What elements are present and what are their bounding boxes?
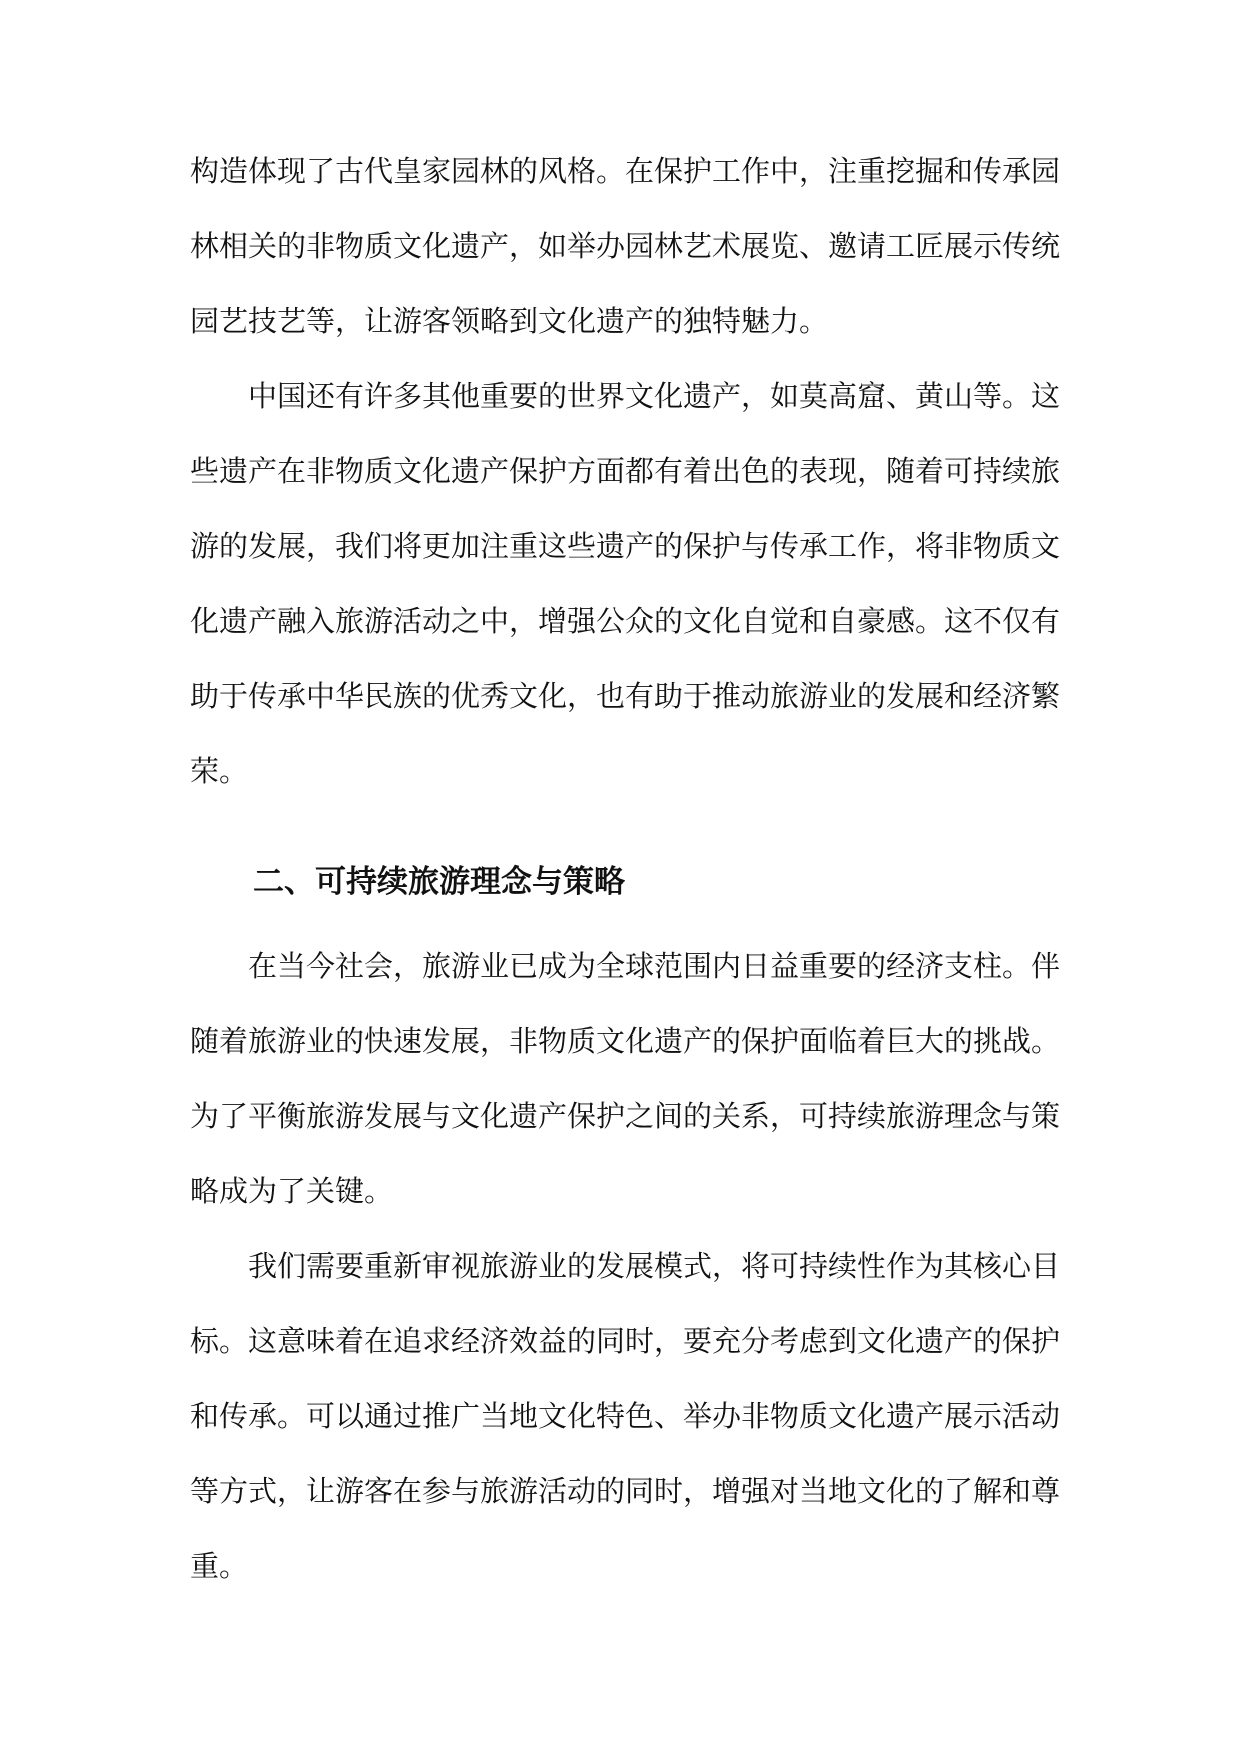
paragraph-line: 和传承。可以通过推广当地文化特色、举办非物质文化遗产展示活动 (190, 1399, 1061, 1433)
paragraph-line: 林相关的非物质文化遗产，如举办园林艺术展览、邀请工匠展示传统 (190, 229, 1061, 263)
paragraph-line: 荣。 (190, 754, 249, 788)
paragraph-line: 随着旅游业的快速发展，非物质文化遗产的保护面临着巨大的挑战。 (190, 1024, 1061, 1058)
paragraph-line: 些遗产在非物质文化遗产保护方面都有着出色的表现，随着可持续旅 (190, 454, 1061, 488)
paragraph-line: 为了平衡旅游发展与文化遗产保护之间的关系，可持续旅游理念与策 (190, 1099, 1061, 1133)
paragraph-line: 构造体现了古代皇家园林的风格。在保护工作中，注重挖掘和传承园 (190, 154, 1061, 188)
paragraph-line: 中国还有许多其他重要的世界文化遗产，如莫高窟、黄山等。这 (248, 379, 1061, 413)
paragraph-line: 园艺技艺等，让游客领略到文化遗产的独特魅力。 (190, 304, 829, 338)
paragraph-line: 助于传承中华民族的优秀文化，也有助于推动旅游业的发展和经济繁 (190, 679, 1061, 713)
paragraph-line: 我们需要重新审视旅游业的发展模式，将可持续性作为其核心目 (248, 1249, 1061, 1283)
paragraph-line: 标。这意味着在追求经济效益的同时，要充分考虑到文化遗产的保护 (190, 1324, 1061, 1358)
section-heading: 二、可持续旅游理念与策略 (253, 864, 625, 900)
paragraph-line: 化遗产融入旅游活动之中，增强公众的文化自觉和自豪感。这不仅有 (190, 604, 1061, 638)
paragraph-line: 重。 (190, 1549, 249, 1583)
paragraph-line: 在当今社会，旅游业已成为全球范围内日益重要的经济支柱。伴 (248, 949, 1061, 983)
paragraph-line: 游的发展，我们将更加注重这些遗产的保护与传承工作，将非物质文 (190, 529, 1061, 563)
paragraph-line: 等方式，让游客在参与旅游活动的同时，增强对当地文化的了解和尊 (190, 1474, 1061, 1508)
paragraph-line: 略成为了关键。 (190, 1174, 394, 1208)
